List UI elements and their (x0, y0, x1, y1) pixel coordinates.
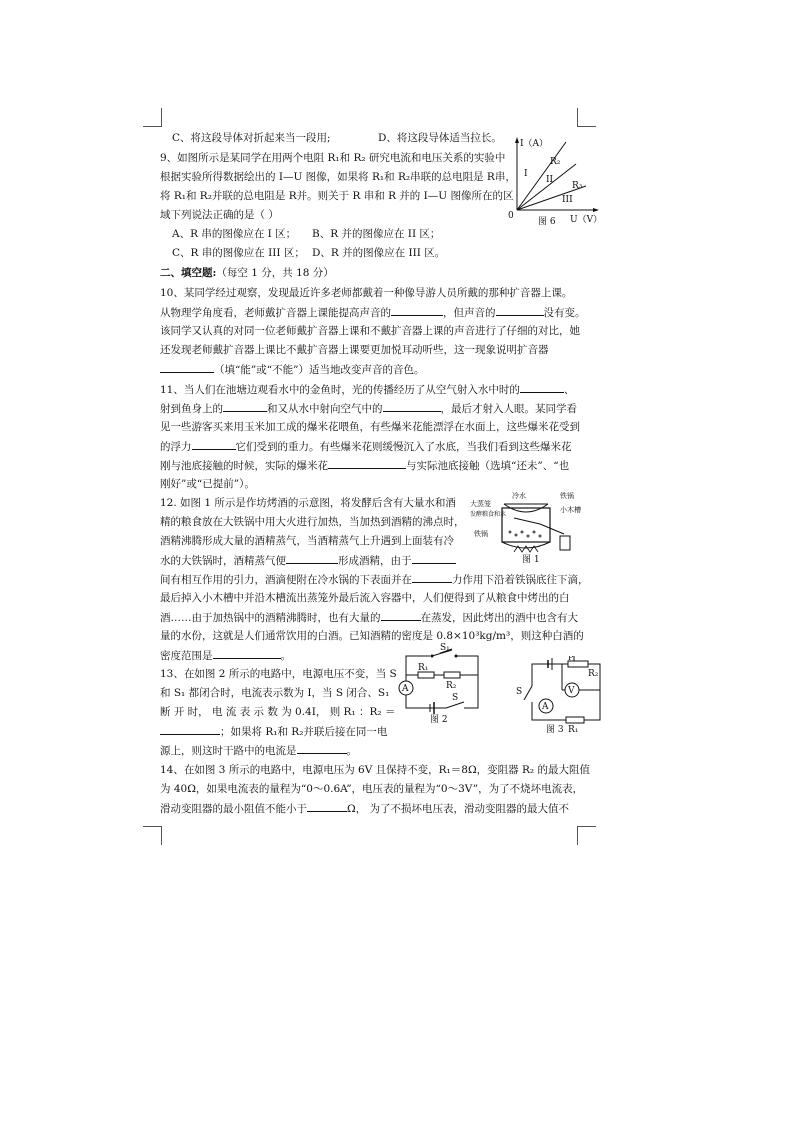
q12-text-g: 密度范围是 (160, 650, 213, 662)
q11-line-5 (160, 458, 569, 473)
q8-option-d: D、将这段导体适当拉长。 (378, 132, 502, 144)
q11-line-6: 刚好”或“已提前”）。 (160, 478, 255, 490)
q11-text-h: 刚与池底接触的时候，实际的爆米花 (160, 460, 328, 472)
q11-line-2 (160, 401, 577, 416)
q11-line-1 (160, 382, 574, 397)
fig6-r3-label: R₃ (572, 181, 583, 191)
q11-text-d: 和又从水中射向空气中的 (267, 403, 383, 415)
q14-blank-1[interactable] (307, 801, 347, 812)
fig1-label-iron-pot-bottom: 铁锅 (474, 530, 488, 538)
q9-line-4: 域下列说法正确的是（ ） (160, 209, 279, 221)
fig6-zone-1: I (524, 169, 528, 179)
q10-text-a: 从物理学角度看，老师戴扩音器上课能提高声音的 (160, 307, 391, 319)
fig2-ammeter-label: A (402, 684, 409, 694)
q12-text-h: 。 (280, 650, 291, 662)
fig3-ammeter-label: A (542, 702, 549, 712)
fig6-zone-2: II (546, 175, 554, 185)
q12-line-7 (160, 610, 578, 625)
q9-option-a: A、R 串的图像应在 I 区； (172, 228, 297, 240)
q13-text-c: 。 (346, 745, 357, 757)
q9-line-3: 将 R₁和 R₂并联的总电阻是 R并。则关于 R 串和 R 并的 I—U 图像所在的区 (160, 190, 514, 202)
fig6-x-axis-label: U（V） (570, 215, 603, 225)
q10-text-b: ，但声音的 (443, 307, 496, 319)
q13-text-a: ；如果将 R₁和 R₂并联后接在同一电 (220, 726, 388, 738)
q10-blank-1[interactable] (391, 305, 443, 316)
q12-text-d: 力作用下沿着铁锅底往下滴， (452, 574, 589, 586)
q9-option-d: D、R 并的图像应在 III 区。 (312, 247, 446, 259)
fig1-label-trough: 小木槽 (560, 506, 581, 514)
section-2-note: （每空 1 分，共 18 分） (216, 267, 334, 279)
fig3-s-label: S (516, 687, 523, 697)
fig1-label-grain: 发酵粮食和水 (470, 511, 507, 518)
crop-mark-bottom-left (143, 826, 162, 845)
q11-text-b: 、 (563, 384, 575, 396)
q11-text-g: 它们受到的重力。有些爆米花则缓慢沉入了水底，当我们看到这些爆米花 (235, 441, 572, 453)
q13-text-b: 源上，则这时干路中的电流是 (160, 745, 297, 757)
q9-option-b: B、R 并的图像应在 II 区； (312, 228, 441, 240)
figure-3-circuit (508, 656, 608, 736)
q14-line-3 (160, 801, 569, 816)
q11-blank-4[interactable] (192, 439, 236, 450)
q14-line-2: 为 40Ω，如果电流表的量程为“0～0.6A”，电压表的量程为“0～3V”，为了不烧坏电流表， (160, 783, 584, 795)
q14-text-a: 滑动变阻器的最小阻值不能小于 (160, 803, 307, 815)
section-2-heading (160, 266, 334, 280)
q13-line-5 (160, 743, 357, 758)
q12-text-a: 水的大铁锅时，酒精蒸气便 (160, 555, 286, 567)
q12-text-c: 间有相互作用的引力，酒滴便附在冷水锅的下表面并在 (160, 574, 412, 586)
figure-1-distillery (470, 490, 592, 564)
q9-line-2: 根据实验所得数据绘出的 I—U 图像，如果将 R₁和 R₂串联的总电阻是 R串， (160, 171, 516, 183)
fig6-caption: 图 6 (538, 217, 556, 226)
fig6-zone-3: III (562, 195, 573, 205)
q12-blank-5[interactable] (213, 648, 281, 659)
q12-line-2: 精的粮食放在大铁锅中用大火进行加热，当加热到酒精的沸点时， (160, 516, 465, 528)
q11-text-i: 与实际池底接触（选填“还未”、“也 (406, 460, 570, 472)
q11-text-a: 11、当人们在池塘边观看水中的金鱼时，光的传播经历了从空气射入水中时的 (160, 384, 520, 396)
crop-mark-top-right (577, 108, 596, 127)
q10-line-2 (160, 305, 586, 320)
fig3-p-label: P (568, 656, 574, 662)
q13-blank-1[interactable] (160, 724, 220, 735)
q12-text-b: 形成酒精，由于 (338, 555, 412, 567)
q12-text-f: 在蒸发，因此烤出的酒中也含有大 (420, 612, 578, 624)
q12-line-4 (160, 553, 456, 568)
q12-line-9 (160, 648, 291, 663)
fig6-r2-label: R₂ (550, 157, 561, 167)
q8-option-c: C、将这段导体对折起来当一段用; (172, 132, 331, 144)
q11-blank-2[interactable] (223, 401, 267, 412)
fig2-s-label: S (452, 693, 459, 703)
q13-blank-2[interactable] (297, 743, 347, 754)
q12-line-3: 酒精沸腾形成大量的酒精蒸气，当酒精蒸气上升遇到上面装有冷 (160, 535, 454, 547)
fig6-origin: 0 (508, 211, 514, 221)
q10-line-1: 10、某同学经过观察，发现最近许多老师都戴着一种像导游人员所戴的那种扩音器上课。 (160, 287, 573, 299)
q12-blank-1[interactable] (286, 553, 338, 564)
q12-line-6: 最后掉入小木槽中并沿木槽流出蒸笼外最后流入容器中，人们便得到了从粮食中烤出的白 (160, 592, 570, 604)
q10-blank-2[interactable] (496, 305, 544, 316)
q12-blank-2[interactable] (412, 553, 456, 564)
fig1-label-steamer: 大蒸笼 (470, 500, 491, 508)
q12-blank-3[interactable] (412, 572, 452, 583)
crop-mark-top-left (143, 108, 162, 127)
fig3-caption: 图 3 (546, 725, 564, 735)
figure-6-iu-graph (504, 134, 604, 226)
q14-line-1: 14、在如图 3 所示的电路中，电源电压为 6V 且保持不变，R₁＝8Ω，变阻器 R₂ 的最大阻值 (160, 764, 590, 776)
q13-line-1: 13、在如图 2 所示的电路中，电源电压不变，当 S (160, 668, 397, 680)
crop-mark-bottom-right (577, 826, 596, 845)
q10-blank-3[interactable] (160, 362, 214, 373)
q11-text-e: ，最后才射入人眼。某同学看 (440, 403, 577, 415)
q12-text-e: 酒……由于加热锅中的酒精沸腾时，也有大量的 (160, 612, 381, 624)
q12-line-8: 量的水份，这就是人们通常饮用的白酒。已知酒精的密度是 0.8×10³kg/m³，则这种白酒的 (160, 630, 584, 642)
q9-option-c: C、R 串的图像应在 III 区； (172, 247, 305, 259)
q10-text-d: （填“能”或“不能”）适当地改变声音的音色。 (214, 364, 425, 376)
q13-line-2: 和 S₁ 都闭合时，电流表示数为 I，当 S 闭合、S₁ (160, 687, 390, 699)
section-2-title: 二、填空题: (160, 267, 217, 279)
q10-line-4: 还发现老师戴扩音器上课比不戴扩音器上课要更加悦耳动听些，这一现象说明扩音器 (160, 344, 549, 356)
fig2-s1-label: S₁ (440, 643, 450, 653)
q13-line-4 (160, 724, 387, 739)
q14-text-b: Ω， 为了不损坏电压表，滑动变阻器的最大值不 (347, 803, 570, 815)
fig3-voltmeter-label: V (568, 686, 575, 696)
q10-line-3: 该同学又认真的对同一位老师戴扩音器上课和不戴扩音器上课的声音进行了仔细的对比，她 (160, 325, 580, 337)
q10-line-5 (160, 362, 424, 377)
fig1-label-cold-water: 冷水 (512, 492, 526, 500)
fig1-label-iron-pot-top: 铁锅 (560, 492, 574, 500)
q11-text-f: 的浮力 (160, 441, 192, 453)
q13-line-3: 断 开 时， 电 流 表 示 数 为 0.4I， 则 R₁ ：R₂ ＝ (160, 706, 396, 718)
figure-2-circuit (392, 642, 488, 724)
q12-blank-4[interactable] (381, 610, 421, 621)
fig2-r1-label: R₁ (418, 663, 429, 673)
q12-line-5 (160, 572, 589, 587)
fig1-caption: 图 1 (522, 555, 540, 564)
fig2-caption: 图 2 (430, 715, 448, 724)
q11-blank-1[interactable] (520, 382, 564, 393)
q11-text-c: 射到鱼身上的 (160, 403, 223, 415)
q12-line-1: 12. 如图 1 所示是作坊烤酒的示意图，将发酵后含有大量水和酒 (160, 497, 456, 509)
fig3-r1-label: R₁ (568, 725, 579, 735)
q11-line-4 (160, 439, 572, 454)
q11-blank-5[interactable] (328, 458, 406, 469)
fig3-r2-label: R₂ (588, 669, 599, 679)
q11-blank-3[interactable] (383, 401, 441, 412)
q10-text-c: 没有变。 (543, 307, 586, 319)
fig6-y-axis-label: I（A） (520, 139, 549, 149)
fig2-r2-label: R₂ (446, 681, 457, 691)
q9-line-1: 9、如图所示是某同学在用两个电阻 R₁和 R₂ 研究电流和电压关系的实验中 (160, 152, 506, 164)
q11-line-3: 见一些游客买来用玉米加工成的爆米花喂鱼，有些爆米花能漂浮在水面上，这些爆米花受到 (160, 421, 580, 433)
